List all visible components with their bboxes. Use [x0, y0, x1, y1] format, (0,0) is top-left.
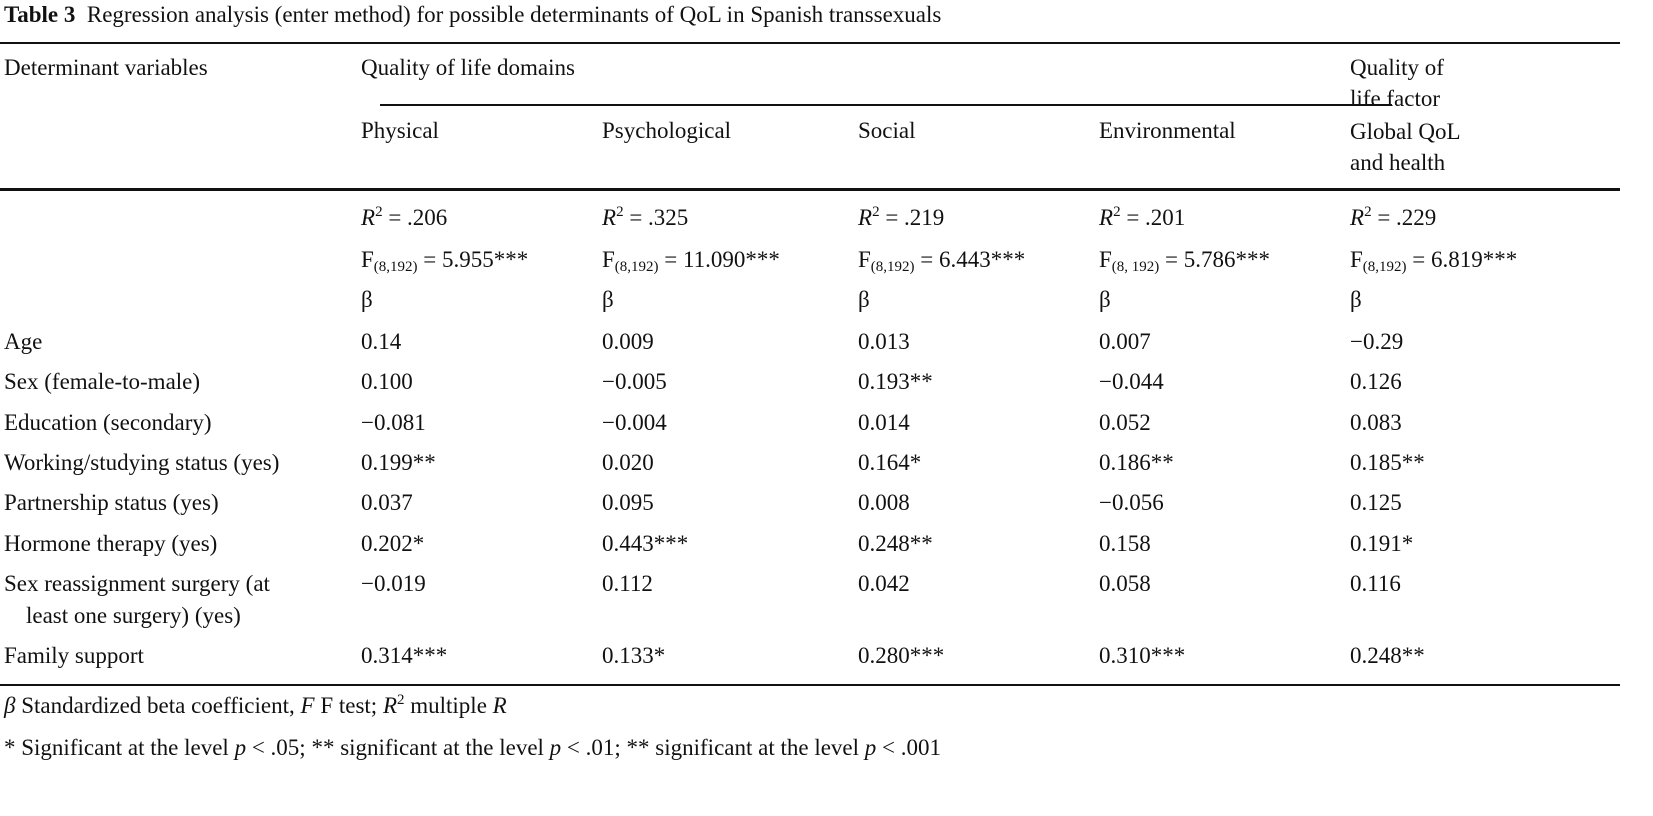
r-squared-1: [602, 204, 688, 232]
fn2-p1: p: [234, 735, 247, 760]
table-cell: 0.158: [1099, 531, 1151, 556]
table-title: Regression analysis (enter method) for possible determinants of QoL in Spanish transsexuals: [86, 2, 942, 27]
table-bottom-rule: [0, 684, 1620, 686]
fn1-R2: R: [492, 693, 507, 718]
f-sub: (8,192): [1362, 259, 1407, 275]
table-cell: 0.125: [1350, 490, 1402, 515]
f-value: = 5.955***: [417, 247, 529, 272]
table-cell: 0.126: [1350, 369, 1402, 394]
r-value: = .206: [382, 205, 448, 230]
r-symbol: R: [602, 205, 617, 230]
table-caption: [4, 2, 941, 28]
fn2-text-a: * Significant at the level: [4, 735, 235, 760]
row-label: [4, 568, 270, 632]
table-cell: 0.058: [1099, 571, 1151, 596]
row-label: [4, 366, 200, 398]
f-symbol: F: [858, 247, 871, 272]
row-label: [4, 640, 144, 672]
row-label-line: Working/studying status (yes): [4, 450, 280, 475]
header-col-psychological: Psychological: [602, 118, 732, 143]
fn1-F: F: [300, 693, 315, 718]
f-symbol: F: [602, 247, 615, 272]
header-col-social: Social: [858, 118, 916, 143]
table-cell: 0.185**: [1350, 450, 1425, 475]
r-value: = .219: [879, 205, 945, 230]
header-col-physical: Physical: [361, 118, 439, 143]
table-cell: 0.14: [361, 329, 402, 354]
fn2-p3: p: [864, 735, 877, 760]
f-test-2: [858, 246, 1025, 274]
table-cell: 0.116: [1350, 571, 1401, 596]
footnote-1: [4, 693, 507, 719]
top-rule: [0, 42, 1620, 44]
row-label-line: least one surgery) (yes): [26, 603, 241, 628]
f-value: = 6.443***: [914, 247, 1026, 272]
row-label-line: Partnership status (yes): [4, 490, 219, 515]
f-sub: (8,192): [870, 259, 915, 275]
r-symbol: R: [1350, 205, 1365, 230]
row-label-line: Age: [4, 329, 43, 354]
fn1-text-b: F test;: [314, 693, 383, 718]
r-value: = .201: [1120, 205, 1186, 230]
row-label-line: Hormone therapy (yes): [4, 531, 218, 556]
f-value: = 5.786***: [1159, 247, 1271, 272]
r-symbol: R: [361, 205, 376, 230]
row-label-line: Sex reassignment surgery (at: [4, 571, 270, 596]
row-label: [4, 487, 219, 519]
f-value: = 11.090***: [658, 247, 780, 272]
f-test-0: [361, 246, 528, 274]
fn2-p2: p: [549, 735, 562, 760]
r-squared-4: [1350, 204, 1436, 232]
f-test-3: [1099, 246, 1270, 274]
table-cell: 0.310***: [1099, 643, 1186, 668]
r-sup: 2: [616, 204, 624, 220]
f-sub: (8, 192): [1111, 259, 1160, 275]
table-cell: −0.081: [361, 410, 426, 435]
f-symbol: F: [361, 247, 374, 272]
header-factor-group: [1350, 52, 1444, 114]
table-cell: 0.202*: [361, 531, 425, 556]
table-cell: 0.020: [602, 450, 654, 475]
header-domains-group: Quality of life domains: [361, 55, 575, 80]
f-symbol: F: [1350, 247, 1363, 272]
fn2-text-c: < .01; ** significant at the level: [561, 735, 865, 760]
table-cell: 0.007: [1099, 329, 1151, 354]
r-sup: 2: [1364, 204, 1372, 220]
f-symbol: F: [1099, 247, 1112, 272]
table-cell: 0.191*: [1350, 531, 1414, 556]
table-cell: −0.044: [1099, 369, 1164, 394]
r-sup: 2: [1113, 204, 1121, 220]
r-value: = .325: [623, 205, 689, 230]
r-squared-3: [1099, 204, 1185, 232]
header-col-environmental: Environmental: [1099, 118, 1236, 143]
table-cell: 0.014: [858, 410, 910, 435]
r-symbol: R: [1099, 205, 1114, 230]
table-cell: 0.164*: [858, 450, 922, 475]
r-symbol: R: [858, 205, 873, 230]
table-cell: 0.248**: [1350, 643, 1425, 668]
beta-label-4: β: [1350, 287, 1362, 312]
row-label-line: Education (secondary): [4, 410, 212, 435]
r-squared-2: [858, 204, 944, 232]
row-label: [4, 326, 42, 358]
fn2-text-b: < .05; ** significant at the level: [246, 735, 550, 760]
table-cell: 0.095: [602, 490, 654, 515]
fn-beta-symbol: β: [4, 693, 16, 718]
row-label: [4, 528, 217, 560]
fn2-text-d: < .001: [876, 735, 941, 760]
table-cell: 0.133*: [602, 643, 666, 668]
header-col-global-qol: [1350, 116, 1461, 178]
r-sup: 2: [872, 204, 880, 220]
fn1-sup: 2: [397, 692, 405, 708]
table-label: Table 3: [4, 2, 76, 27]
header-determinant: Determinant variables: [4, 55, 208, 80]
f-test-1: [602, 246, 780, 274]
f-sub: (8,192): [373, 259, 418, 275]
beta-label-1: β: [602, 287, 614, 312]
header-global-line1: Global QoL: [1350, 119, 1461, 144]
beta-label-3: β: [1099, 287, 1111, 312]
fn1-text-c: multiple: [404, 693, 493, 718]
f-value: = 6.819***: [1406, 247, 1518, 272]
f-test-4: [1350, 246, 1517, 274]
r-sup: 2: [375, 204, 383, 220]
table-cell: −0.056: [1099, 490, 1164, 515]
header-factor-line1: Quality of: [1350, 55, 1444, 80]
table-cell: 0.037: [361, 490, 413, 515]
row-label-line: Sex (female-to-male): [4, 369, 201, 394]
table-cell: 0.009: [602, 329, 654, 354]
header-factor-line2: life factor: [1350, 86, 1441, 111]
table-cell: −0.019: [361, 571, 426, 596]
table-cell: 0.083: [1350, 410, 1402, 435]
fn1-R: R: [382, 693, 397, 718]
table-cell: 0.314***: [361, 643, 448, 668]
f-sub: (8,192): [614, 259, 659, 275]
table-cell: 0.008: [858, 490, 910, 515]
table-cell: 0.193**: [858, 369, 933, 394]
beta-label-2: β: [858, 287, 870, 312]
table-cell: −0.005: [602, 369, 667, 394]
table-cell: 0.443***: [602, 531, 689, 556]
table-cell: 0.186**: [1099, 450, 1174, 475]
row-label-line: Family support: [4, 643, 144, 668]
table-cell: 0.248**: [858, 531, 933, 556]
table-cell: 0.013: [858, 329, 910, 354]
table-cell: −0.29: [1350, 329, 1404, 354]
table-cell: 0.199**: [361, 450, 436, 475]
table-cell: −0.004: [602, 410, 667, 435]
domains-underline: [380, 104, 1392, 106]
header-bottom-rule: [0, 188, 1620, 191]
beta-label-0: β: [361, 287, 373, 312]
table-cell: 0.280***: [858, 643, 945, 668]
table-cell: 0.100: [361, 369, 413, 394]
table-cell: 0.112: [602, 571, 653, 596]
table-cell: 0.042: [858, 571, 910, 596]
fn1-text-a: Standardized beta coefficient,: [15, 693, 301, 718]
row-label: [4, 447, 279, 479]
table-cell: 0.052: [1099, 410, 1151, 435]
row-label: [4, 407, 212, 439]
header-global-line2: and health: [1350, 150, 1446, 175]
footnote-2: [4, 735, 941, 761]
r-value: = .229: [1371, 205, 1437, 230]
r-squared-0: [361, 204, 447, 232]
